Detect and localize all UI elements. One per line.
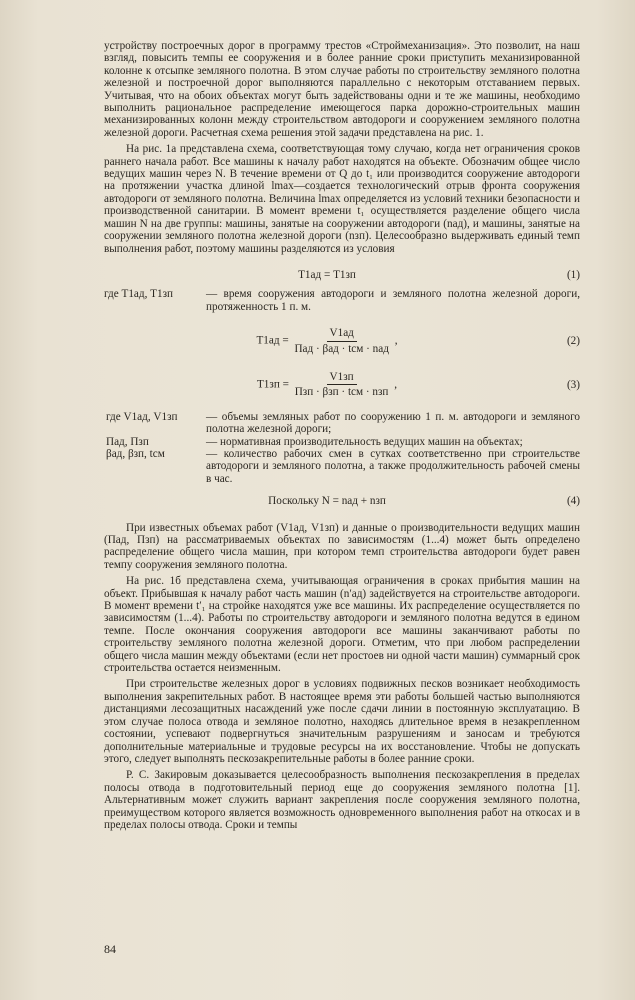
definition-1 (104, 411, 580, 436)
definition-2 (104, 436, 580, 448)
formula-1-where-label: где T1ад, T1зп (104, 288, 173, 301)
formula-1-right: T1зп (333, 268, 356, 281)
formula-1: T1ад = T1зп (1) (298, 268, 580, 281)
formula-4 (104, 495, 580, 507)
formula-1-number: (1) (566, 268, 580, 281)
definition-1-text: — объемы земляных работ по сооружению 1 п. м. автодороги и земляного полотна железной дороги; (206, 410, 580, 436)
formula-4-number: (4) (566, 495, 580, 508)
formula-3-denominator: Пзп · βзп · tсм · nзп (294, 386, 389, 399)
definition-2-label: Пад, Пзп (106, 435, 149, 448)
formula-2-fraction (291, 327, 391, 355)
formula-3-number: (3) (566, 378, 580, 391)
formula-1-left: T1ад (298, 268, 322, 281)
formula-3-numerator: V1зп (327, 371, 357, 385)
formula-1-where-text: — время сооружения автодороги и земляного полотна железной дороги, протяженность 1 п. м. (206, 288, 580, 313)
formula-1-where (104, 288, 580, 313)
definition-3-label: βад, βзп, tсм (106, 447, 165, 460)
formula-2-numerator: V1ад (327, 327, 357, 341)
formula-3-fraction (292, 371, 392, 399)
paragraph-2: На рис. 1а представлена схема, соответствующая тому случаю, когда нет ограничения сроков раннего начала работ. Все машины к началу работ находятся на объекте. Обозначим общее число ведущих машин через N. В течение времени от Q до t₁ или производится сооружение автодороги на протяжении участка длиной lmax—создается технологический отрыв фронта сооружения автодороги от земляного полотна. Величина lmax определяется из условий техники безопасности и производственной санитарии. В момент времени t₁ осуществляется разделение общего числа машин N на две группы: машины, занятые на сооружении автодороги (nад), и машины, занятые на сооружении земляного полотна железной дороги (nзп). Целесообразно выдерживать единый темп выполнения работ, поэтому машины разделяются из условия (104, 143, 580, 255)
formula-2-denominator: Пад · βад · tсм · nад (294, 342, 389, 355)
paragraph-1: устройству построечных дорог в программу трестов «Строймеханизация». Это позволит, на наш взгляд, повысить темпы ее сооружения и в более ранние сроки приступить механизированной колонне к отсыпке земляного полотна. В этом случае работы по строительству земляного полотна железной и построечной дорог выполняются параллельно с некоторым отставанием первых. Учитывая, что на обоих объектах могут быть задействованы одни и те же машины, необходимо выполнить рациональное распределение имеющегося парка дорожно-строительных машин механизированных колонн между строительством автодороги и сооружением земляного полотна железной дороги. Расчетная схема решения этой задачи представлена на рис. 1. (104, 40, 580, 139)
formula-2-number: (2) (566, 334, 580, 347)
page-number: 84 (104, 942, 116, 956)
formula-2-left: T1ад = (256, 334, 289, 347)
definition-3-text: — количество рабочих смен в сутках соответственно при строительстве автодороги и земляного полотна, а также продолжительность рабочей смены в час. (206, 447, 580, 485)
paragraph-6: Р. С. Закировым доказывается целесообразность выполнения пескозакрепления в пределах полосы отвода в подготовительный период еще до сооружения земляного полотна [1]. Альтернативным может служить вариант закрепления после сооружения земляного полотна, преимуществом которого является возможность одновременного выполнения работ на откосах и в пределах полосы отвода. Сроки и темпы (104, 769, 580, 831)
paragraph-5: При строительстве железных дорог в условиях подвижных песков возникает необходимость выполнения закрепительных работ. В настоящее время эти работы большей частью выполняются дистанциями лесозащитных насаждений уже после сдачи линии в постоянную эксплуатацию. В этом случае полоса отвода и земляное полотно, находясь длительное время в незакрепленном состоянии, успевают подвергнуться значительным разрушениям и заносам и требуются дополнительные материальные и трудовые ресурсы на их восстановление. Чтобы не допускать этого, следует выполнять пескозакрепительные работы в более ранние сроки. (104, 678, 580, 765)
definition-3 (104, 448, 580, 485)
definitions-list (104, 411, 580, 485)
formula-2: T1ад = $\frac{V1ад}{\text{Пад · βад · tсм · nад}}$ , (2) (256, 327, 580, 355)
formula-3: T1зп = $\frac{V1зп}{\text{Пзп · βзп · tсм · nзп}}$ , (3) (256, 370, 580, 399)
definition-1-label: где V1ад, V1зп (106, 410, 178, 423)
paragraph-4: На рис. 1б представлена схема, учитывающая ограничения в сроках прибытия машин на объект. Прибывшая к началу работ часть машин (n′ад) задействуется на строительстве автодороги. В момент времени t′₁ на стройке находятся уже все машины. Их распределение осуществляется по зависимостям (1...4). Работы по строительству автодороги и земляного полотна ведутся в едином темпе. После окончания сооружения автодороги все машины заканчивают работы по строительству земляного полотна железной дороги. Отметим, что при любом распределении общего числа машин между объектами (если нет простоев ни одной части машин) суммарный срок строительства остается неизменным. (104, 575, 580, 675)
formula-3-left: T1зп = (256, 378, 289, 391)
definition-2-text: — нормативная производительность ведущих машин на объектах; (206, 435, 523, 448)
text-column (104, 40, 580, 831)
formula-4-text: Поскольку N = nад + nзп (268, 495, 386, 508)
paragraph-3: При известных объемах работ (V1ад, V1зп) и данные о производительности ведущих машин (Пад, Пзп) на рассматриваемых объектах по зависимостям (1...4) может быть определено распределение общего числа машин, при котором темп строительства автодороги будет равен темпу сооружения земляного полотна. (104, 521, 580, 571)
